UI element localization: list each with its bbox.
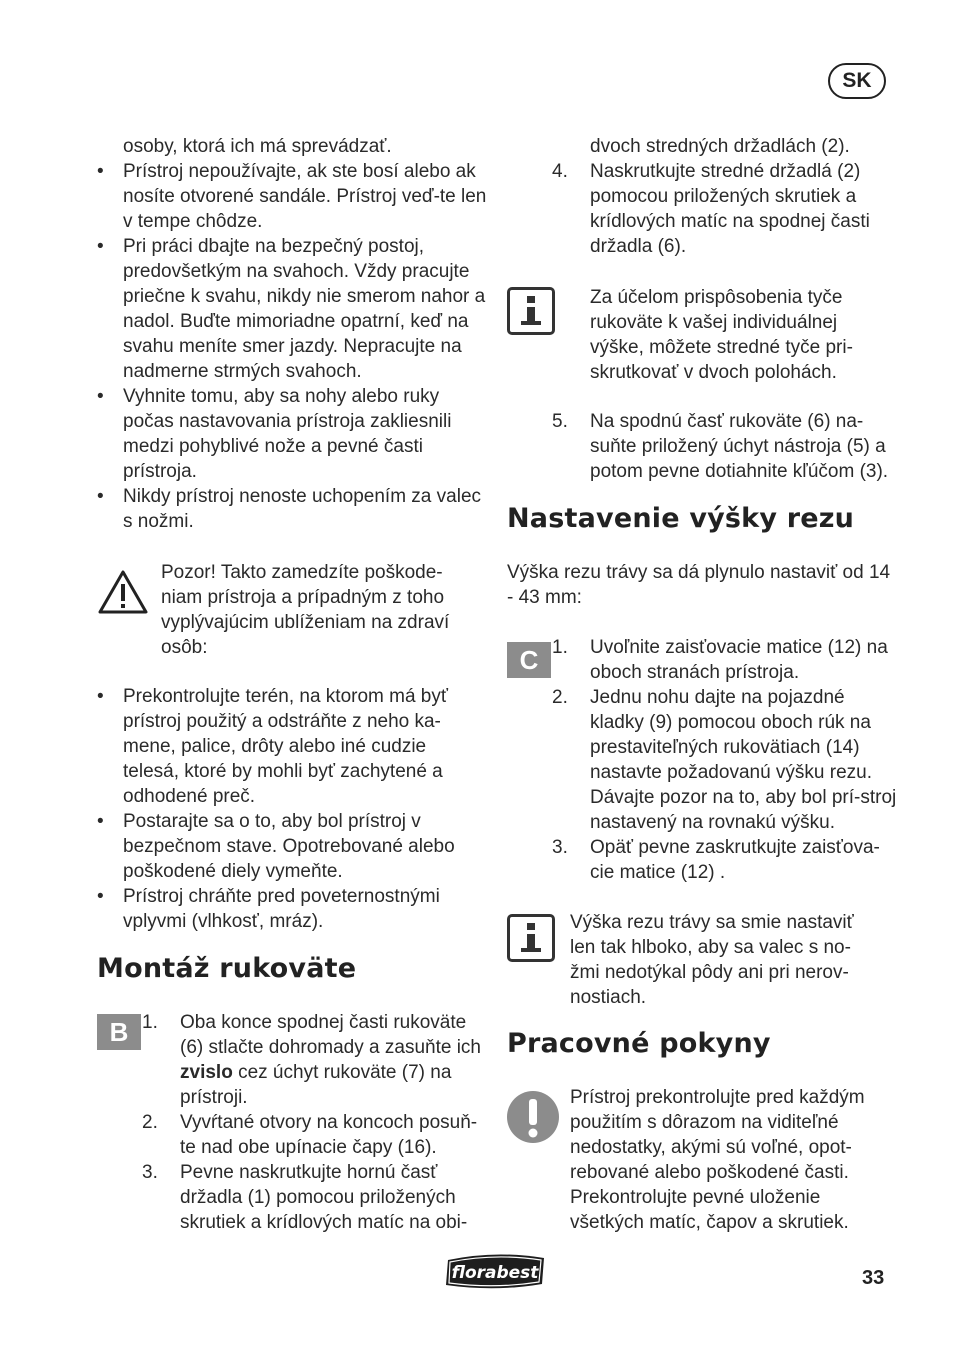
step-emphasis: zvislo <box>180 1062 233 1083</box>
logo-text: florabest <box>451 1263 539 1283</box>
intro-line: osoby, ktorá ich má sprevádzať. <box>123 136 392 157</box>
step-text: Vyvŕtané otvory na koncoch posuň-te nad obe upínacie čapy (16). <box>180 1112 478 1158</box>
figure-label-b: B <box>97 1014 141 1050</box>
safety-bullet-list-1 <box>97 159 487 534</box>
page-number: 33 <box>862 1267 885 1289</box>
step-number: 1. <box>142 1012 158 1033</box>
step-text: Uvoľnite zaisťovacie matice (12) na oboch stranách prístroja. <box>590 637 888 683</box>
steps-b <box>142 1010 487 1235</box>
continued-line: dvoch stredných držadlách (2). <box>590 136 850 157</box>
step-text: Na spodnú časť rukoväte (6) na-suňte priložený úchyt nástroja (5) a potom pevne dotiahnite kľúčom (3). <box>590 411 889 482</box>
list-item: • Postarajte sa o to, aby bol prístroj v bezpečnom stave. Opotrebované alebo poškodené diely vymeňte. <box>97 809 487 884</box>
step-number: 2. <box>552 687 568 708</box>
step-number: 3. <box>552 837 568 858</box>
florabest-logo <box>440 1252 550 1290</box>
language-badge: SK <box>828 63 886 99</box>
list-item <box>552 159 892 259</box>
step-text: Naskrutkujte stredné držadlá (2) pomocou priložených skrutiek a krídlových matíc na spodnej časti držadla (6). <box>590 161 870 257</box>
list-item: • Pri práci dbajte na bezpečný postoj, predovšetkým na svahoch. Vždy pracujte priečne k svahu, nikdy nie smerom nahor a nadol. Buďte mimoriadne opatrní, keď na svahu meníte smer jazdy. Nepracujte na nadmerne strmých svahoch. <box>97 234 487 384</box>
step-5-list <box>552 409 897 484</box>
list-item <box>142 1010 487 1110</box>
list-item: • Nikdy prístroj nenoste uchopením za valec s nožmi. <box>97 484 487 534</box>
info-icon <box>507 287 555 335</box>
list-item <box>552 409 897 484</box>
steps-b-list <box>142 1010 487 1235</box>
step-number: 5. <box>552 411 568 432</box>
step-5 <box>552 409 897 484</box>
list-item: • Vyhnite tomu, aby sa nohy alebo ruky počas nastavovania prístroja zakliesnili medzi pohyblivé nože a pevné časti prístroja. <box>97 384 487 484</box>
info-text-2: Výška rezu trávy sa smie nastaviť len tak hlboko, aby sa valec s no-žmi nedotýkal pôdy ani pri nerov-nostiach. <box>570 912 854 1008</box>
step-text: cez úchyt rukoväte (7) na prístroji. <box>180 1062 452 1108</box>
figure-label-c: C <box>507 642 551 678</box>
step-text: Jednu nohu dajte na pojazdné kladky (9) pomocou oboch rúk na prestaviteľných rukovätiach (14) nastavte požadovanú výšku rezu. Dávajte pozor na to, aby bol prí-stroj nastavený na rovnakú výšku. <box>590 687 897 833</box>
exclamation-icon <box>506 1090 560 1144</box>
info-glyph-icon <box>510 290 552 332</box>
vyska-intro: Výška rezu trávy sa dá plynulo nastaviť od 14 - 43 mm: <box>507 562 891 608</box>
steps-c <box>552 635 897 885</box>
step-4 <box>552 159 892 259</box>
safety-bullet-list-2 <box>97 684 487 934</box>
pokyny-text: Prístroj prekontrolujte pred každým použitím s dôrazom na viditeľné nedostatky, akými sú voľné, opot-rebované alebo poškodené časti. Prekontrolujte pevné uloženie všetkých matíc, čapov a skrutiek. <box>570 1087 865 1233</box>
list-item <box>552 835 897 885</box>
list-item <box>142 1160 487 1235</box>
heading-pokyny: Pracovné pokyny <box>507 1028 771 1059</box>
info-glyph-icon <box>510 917 552 959</box>
list-item <box>552 685 897 835</box>
heading-montaz: Montáž rukoväte <box>97 953 357 984</box>
list-item: • Prístroj nepoužívajte, ak ste bosí alebo ak nosíte otvorené sandále. Prístroj veď-te len v tempe chôdze. <box>97 159 487 234</box>
step-4-list <box>552 159 892 259</box>
warning-text: Pozor! Takto zamedzíte poškode-niam prístroja a prípadným z toho vyplývajúcim ublíženiam na zdraví osôb: <box>161 562 450 658</box>
step-number: 2. <box>142 1112 158 1133</box>
step-number: 4. <box>552 161 568 182</box>
list-item <box>552 635 897 685</box>
list-item <box>142 1110 487 1160</box>
step-number: 1. <box>552 637 568 658</box>
heading-vyska: Nastavenie výšky rezu <box>507 503 855 534</box>
warning-triangle-icon <box>97 568 149 616</box>
step-text: Oba konce spodnej časti rukoväte (6) stlačte dohromady a zasuňte ich <box>180 1012 481 1058</box>
step-text: Pevne naskrutkujte hornú časť držadla (1) pomocou priložených skrutiek a krídlových matíc na obi- <box>180 1162 468 1233</box>
left-column-lower <box>97 684 487 934</box>
info-text-1: Za účelom prispôsobenia tyče rukoväte k vašej individuálnej výške, môžete stredné tyče pri-skrutkovať v dvoch polohách. <box>590 287 853 383</box>
info-icon <box>507 914 555 962</box>
step-number: 3. <box>142 1162 158 1183</box>
list-item: • Prístroj chráňte pred poveternostnými vplyvmi (vlhkosť, mráz). <box>97 884 487 934</box>
left-column <box>97 134 487 534</box>
step-text: Opäť pevne zaskrutkujte zaisťova-cie matice (12) . <box>590 837 880 883</box>
list-item: • Prekontrolujte terén, na ktorom má byť prístroj použitý a odstráňte z neho ka-mene, palice, drôty alebo iné cudzie telesá, ktoré by mohli byť zachytené a odhodené preč. <box>97 684 487 809</box>
steps-c-list <box>552 635 897 885</box>
